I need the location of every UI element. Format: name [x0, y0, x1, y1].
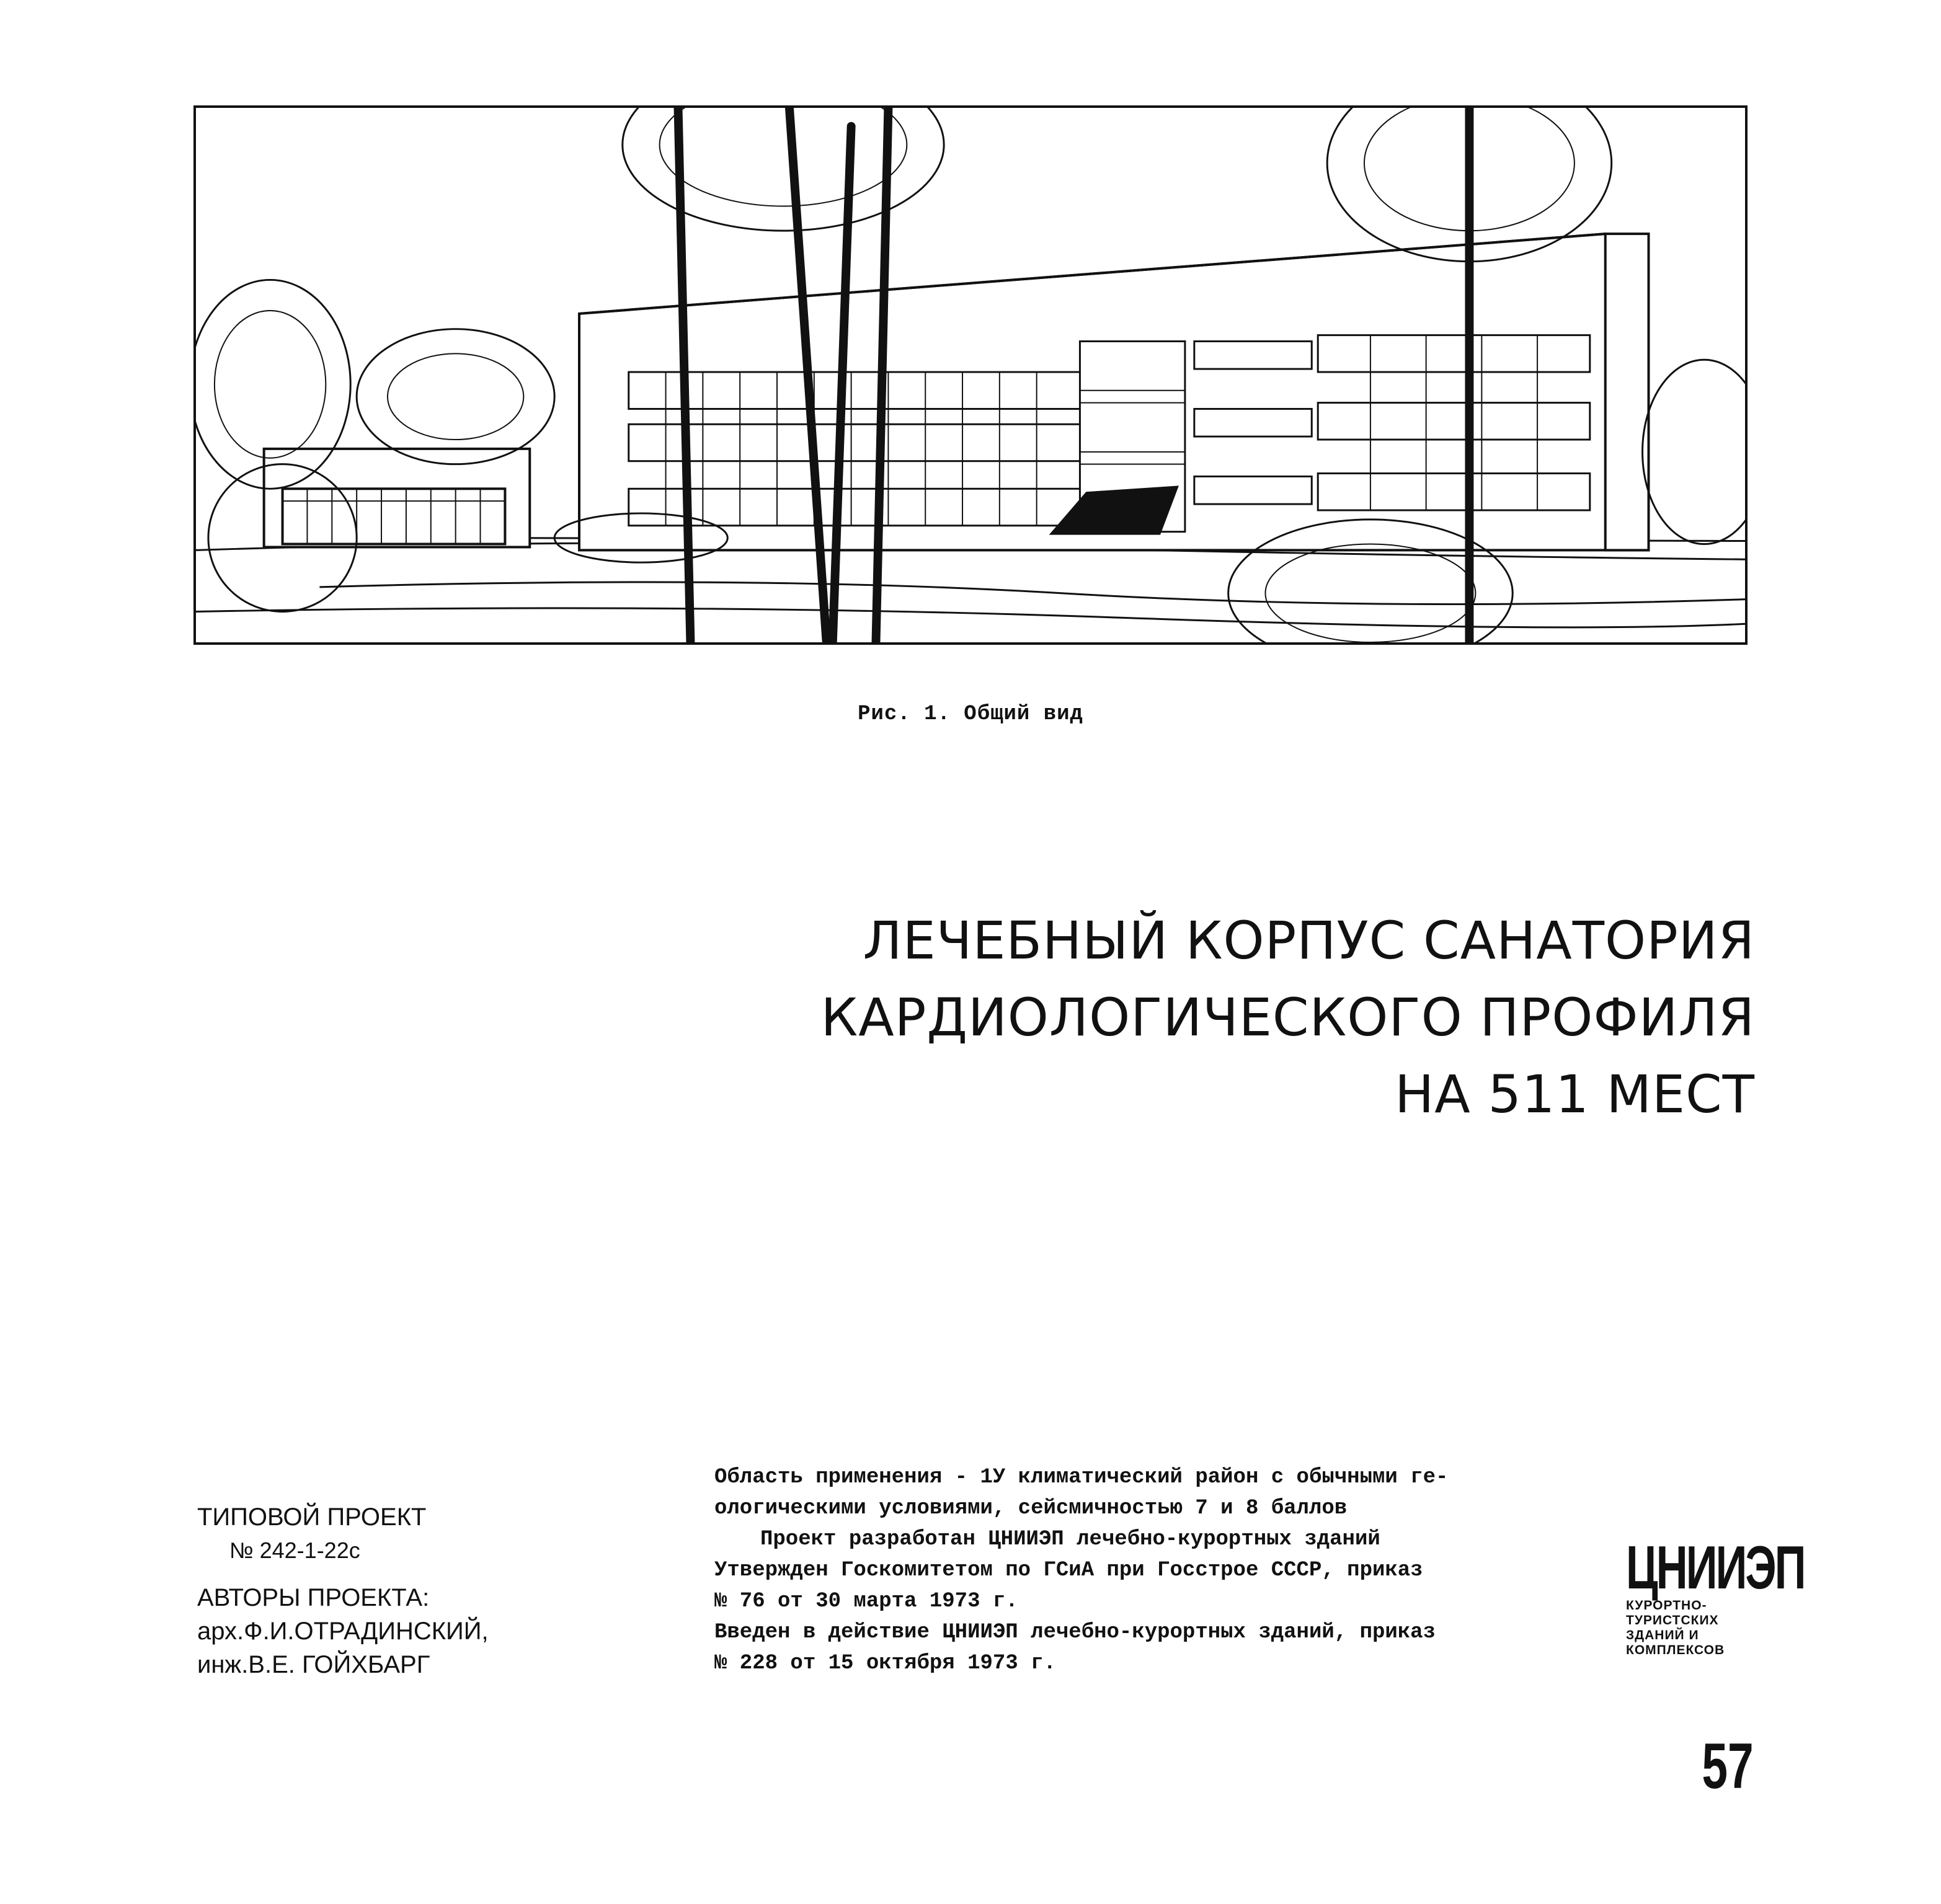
building-drawing: [196, 108, 1745, 642]
description-line: № 76 от 30 марта 1973 г.: [714, 1590, 1018, 1613]
title-line-3: НА 511 МЕСТ: [1395, 1064, 1755, 1125]
description-line: № 228 от 15 октября 1973 г.: [714, 1652, 1056, 1675]
logo-line: КУРОРТНО-: [1626, 1598, 1707, 1613]
description-line: Проект разработан ЦНИИЭП лечебно-курортных зданий: [760, 1528, 1380, 1551]
page-title: [821, 902, 1755, 1133]
author-architect: арх.Ф.И.ОТРАДИНСКИЙ,: [197, 1618, 489, 1645]
description-line: Утвержден Госкомитетом по ГСиА при Госстрое СССР, приказ: [714, 1559, 1423, 1582]
title-line-1: ЛЕЧЕБНЫЙ КОРПУС САНАТОРИЯ: [863, 910, 1755, 971]
project-info: [197, 1500, 489, 1681]
description-line: ологическими условиями, сейсмичностью 7 и 8 баллов: [714, 1497, 1348, 1520]
author-engineer: инж.В.Е. ГОЙХБАРГ: [197, 1651, 430, 1678]
institute-logo: [1626, 1533, 1805, 1658]
page-number: 57: [1702, 1730, 1754, 1802]
figure-illustration: [193, 105, 1748, 645]
authors-label: АВТОРЫ ПРОЕКТА:: [197, 1584, 430, 1611]
logo-line: ТУРИСТСКИХ: [1626, 1613, 1719, 1627]
project-type-label: ТИПОВОЙ ПРОЕКТ: [197, 1503, 427, 1531]
figure-caption: Рис. 1. Общий вид: [858, 702, 1083, 726]
logo-main-text: ЦНИИЭП: [1626, 1533, 1805, 1601]
description-line: Введен в действие ЦНИИЭП лечебно-курортных зданий, приказ: [714, 1621, 1436, 1644]
logo-line: КОМПЛЕКСОВ: [1626, 1643, 1725, 1657]
project-number: № 242-1-22с: [229, 1538, 360, 1563]
project-description: [714, 1462, 1576, 1679]
title-line-2: КАРДИОЛОГИЧЕСКОГО ПРОФИЛЯ: [820, 987, 1755, 1048]
logo-line: ЗДАНИЙ И: [1626, 1628, 1699, 1642]
description-line: Область применения - 1У климатический район с обычными ге-: [714, 1466, 1449, 1489]
